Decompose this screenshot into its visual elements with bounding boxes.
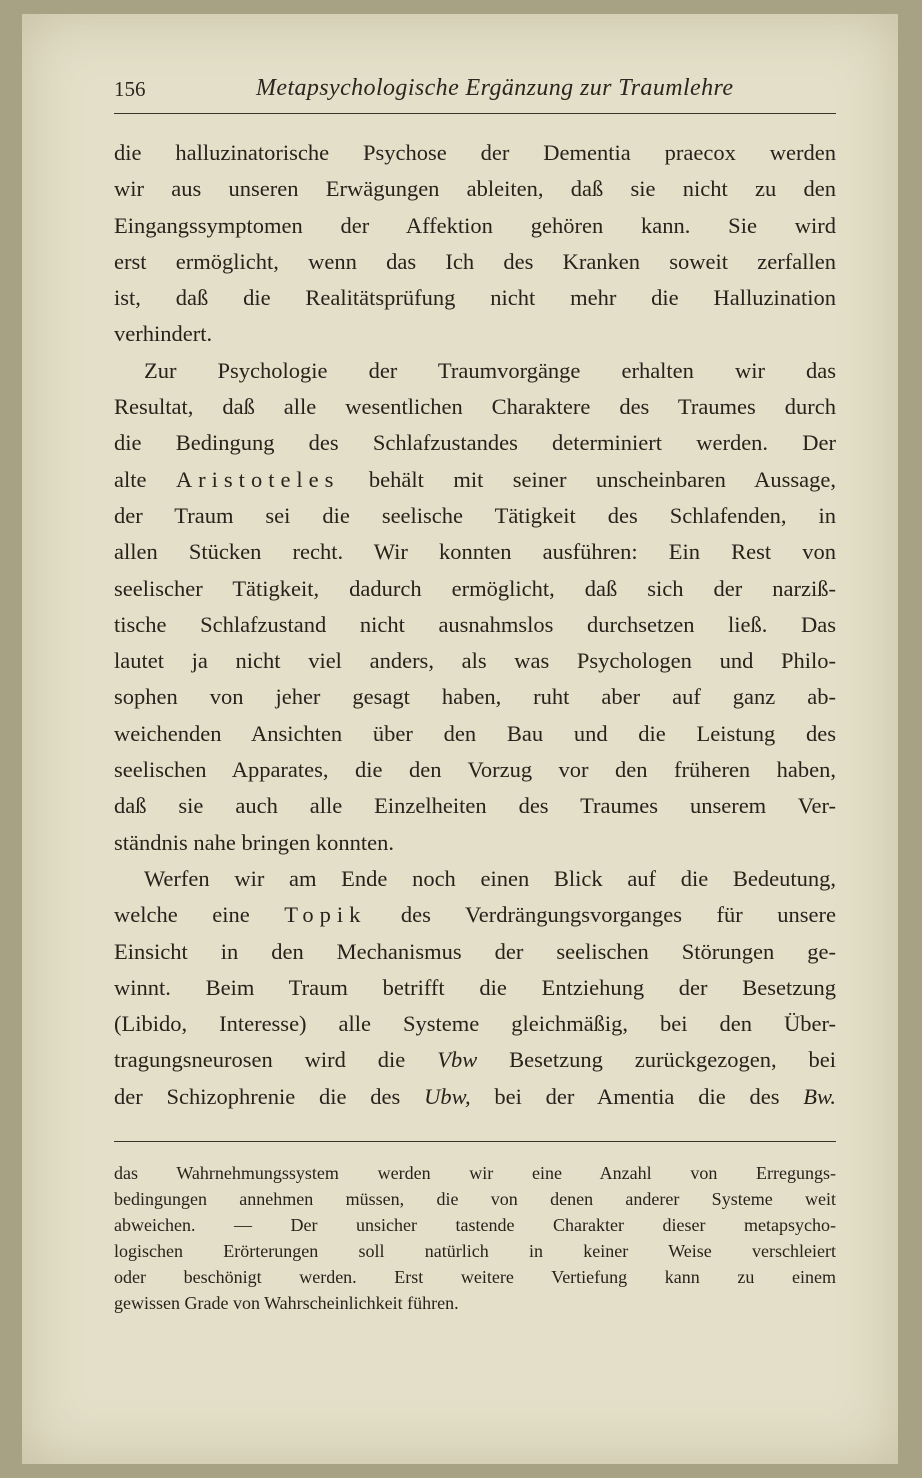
running-title: Metapsychologische Ergänzung zur Traumlehre bbox=[256, 75, 734, 101]
text-span: welche eine bbox=[114, 902, 285, 928]
text-line: lautet ja nicht viel anders, als was Psychologen und Philo- bbox=[114, 648, 836, 674]
paragraph-1 bbox=[114, 135, 836, 353]
text-line: ständnis nahe bringen konnten. bbox=[114, 829, 394, 855]
footnote bbox=[114, 1160, 836, 1316]
text-line: wir aus unseren Erwägungen ableiten, daß sie nicht zu den bbox=[114, 176, 836, 202]
text-span: tragungsneurosen wird die bbox=[114, 1047, 438, 1073]
page-header bbox=[114, 73, 836, 115]
italic-term-ubw: Ubw, bbox=[424, 1083, 471, 1109]
text-line: daß sie auch alle Einzelheiten des Traumes unserem Ver- bbox=[114, 793, 836, 819]
text-line: weichenden Ansichten über den Bau und die Leistung des bbox=[114, 720, 836, 746]
text-line: die Bedingung des Schlafzustandes determiniert werden. Der bbox=[114, 430, 836, 456]
text-line: Werfen wir am Ende noch einen Blick auf die Bedeutung, bbox=[144, 865, 836, 891]
page-number: 156 bbox=[114, 77, 146, 101]
text-line: tische Schlafzustand nicht ausnahmslos durchsetzen ließ. Das bbox=[114, 611, 836, 637]
footnote-line: gewissen Grade von Wahrscheinlichkeit führen. bbox=[114, 1293, 459, 1313]
text-span: der Schizophrenie die des bbox=[114, 1083, 425, 1109]
text-line: Resultat, daß alle wesentlichen Charaktere des Traumes durch bbox=[114, 394, 836, 420]
text-span: des Verdrängungsvorganges für unsere bbox=[366, 902, 836, 928]
text-line: seelischer Tätigkeit, dadurch ermöglicht, daß sich der narziß- bbox=[114, 575, 836, 601]
footnote-line: das Wahrnehmungssystem werden wir eine Anzahl von Erregungs- bbox=[114, 1163, 836, 1183]
text-span: Besetzung zurückgezogen, bei bbox=[477, 1047, 836, 1073]
text-line: Zur Psychologie der Traumvorgänge erhalten wir das bbox=[144, 357, 836, 383]
text-line: (Libido, Interesse) alle Systeme gleichmäßig, bei den Über- bbox=[114, 1011, 836, 1037]
text-line: Einsicht in den Mechanismus der seelischen Störungen ge- bbox=[114, 938, 836, 964]
text-line: der Traum sei die seelische Tätigkeit des Schlafenden, in bbox=[114, 502, 836, 528]
text-line: die halluzinatorische Psychose der Dementia praecox werden bbox=[114, 140, 836, 165]
footnote-line: logischen Erörterungen soll natürlich in keiner Weise verschleiert bbox=[114, 1241, 836, 1261]
spaced-term-topik: Topik bbox=[284, 902, 367, 928]
footnote-line: abweichen. — Der unsicher tastende Charakter dieser metapsycho- bbox=[114, 1215, 836, 1235]
spaced-name-aristoteles: Aristoteles bbox=[175, 466, 340, 492]
italic-term-bw: Bw. bbox=[803, 1083, 837, 1109]
text-line bbox=[114, 1042, 836, 1078]
text-line bbox=[114, 462, 836, 498]
footnote-line: oder beschönigt werden. Erst weitere Vertiefung kann zu einem bbox=[114, 1267, 836, 1287]
italic-term-vbw: Vbw bbox=[437, 1047, 478, 1073]
text-span: behält mit seiner unscheinbaren Aussage, bbox=[339, 466, 836, 492]
text-line: allen Stücken recht. Wir konnten ausführen: Ein Rest von bbox=[114, 539, 836, 565]
text-line bbox=[114, 1079, 836, 1115]
header-rule bbox=[114, 113, 836, 114]
footnote-line: bedingungen annehmen müssen, die von denen anderer Systeme weit bbox=[114, 1189, 836, 1209]
text-span: bei der Amentia die des bbox=[470, 1083, 804, 1109]
text-line: ist, daß die Realitätsprüfung nicht mehr die Halluzination bbox=[114, 285, 836, 311]
main-text bbox=[114, 135, 836, 1115]
text-line: winnt. Beim Traum betrifft die Entziehung der Besetzung bbox=[114, 974, 836, 1000]
text-line: verhindert. bbox=[114, 321, 213, 347]
text-span: alte bbox=[114, 466, 176, 492]
text-line: sophen von jeher gesagt haben, ruht aber auf ganz ab- bbox=[114, 684, 836, 710]
text-line: seelischen Apparates, die den Vorzug vor den früheren haben, bbox=[114, 757, 836, 783]
paragraph-2 bbox=[114, 353, 836, 861]
footnote-rule bbox=[114, 1141, 836, 1142]
text-line: Eingangssymptomen der Affektion gehören kann. Sie wird bbox=[114, 212, 836, 238]
paragraph-3 bbox=[114, 861, 836, 1115]
text-line: erst ermöglicht, wenn das Ich des Kranken soweit zerfallen bbox=[114, 248, 836, 274]
text-line bbox=[114, 897, 836, 933]
